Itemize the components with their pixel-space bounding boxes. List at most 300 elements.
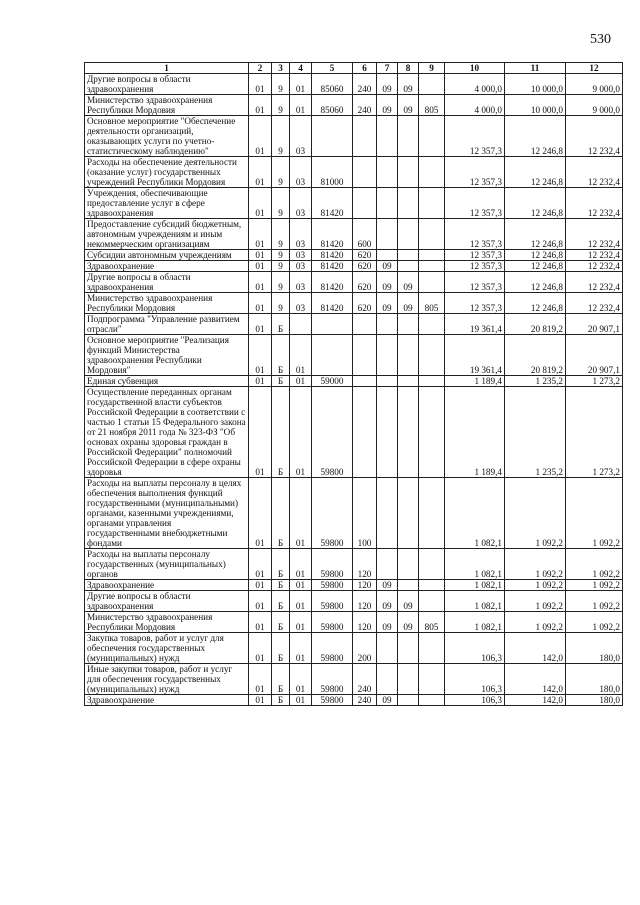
code-cell: 09 — [398, 612, 419, 633]
value-cell: 20 819,2 — [505, 314, 566, 335]
code-cell — [377, 376, 398, 387]
code-cell: 120 — [353, 612, 377, 633]
code-cell: 81420 — [312, 293, 353, 314]
code-cell: 9 — [272, 293, 290, 314]
table-row — [85, 219, 623, 250]
code-cell: Б — [272, 478, 290, 549]
value-cell: 4 000,0 — [445, 74, 505, 95]
code-cell: Б — [272, 633, 290, 664]
table-body — [85, 74, 623, 706]
table-row — [85, 387, 623, 478]
code-cell: 81000 — [312, 157, 353, 188]
code-cell: 01 — [249, 580, 272, 591]
code-cell: 01 — [290, 695, 312, 706]
header-cell: 3 — [272, 63, 290, 74]
table-row — [85, 549, 623, 580]
code-cell — [398, 335, 419, 376]
code-cell: 81420 — [312, 272, 353, 293]
code-cell — [353, 116, 377, 157]
code-cell: Б — [272, 580, 290, 591]
code-cell: 01 — [249, 314, 272, 335]
value-cell: 12 232,4 — [566, 250, 623, 261]
value-cell: 1 082,1 — [445, 591, 505, 612]
table-row — [85, 376, 623, 387]
code-cell: 59000 — [312, 376, 353, 387]
code-cell: 01 — [249, 387, 272, 478]
code-cell: 240 — [353, 95, 377, 116]
value-cell: 1 189,4 — [445, 387, 505, 478]
code-cell: 09 — [398, 293, 419, 314]
code-cell — [377, 549, 398, 580]
table-row — [85, 580, 623, 591]
code-cell: 09 — [377, 95, 398, 116]
code-cell — [353, 314, 377, 335]
code-cell — [398, 116, 419, 157]
code-cell — [419, 219, 445, 250]
code-cell — [377, 478, 398, 549]
code-cell — [398, 695, 419, 706]
row-name-cell: Другие вопросы в области здравоохранения — [85, 272, 249, 293]
code-cell: 600 — [353, 219, 377, 250]
code-cell: Б — [272, 335, 290, 376]
code-cell: 59800 — [312, 387, 353, 478]
value-cell: 20 907,1 — [566, 335, 623, 376]
code-cell: 9 — [272, 219, 290, 250]
value-cell: 12 357,3 — [445, 188, 505, 219]
table-row — [85, 95, 623, 116]
value-cell: 180,0 — [566, 633, 623, 664]
value-cell: 20 819,2 — [505, 335, 566, 376]
code-cell — [398, 549, 419, 580]
value-cell: 1 092,2 — [505, 580, 566, 591]
code-cell: 200 — [353, 633, 377, 664]
row-name-cell: Министерство здравоохранения Республики Мордовия — [85, 612, 249, 633]
table-row — [85, 591, 623, 612]
code-cell: 01 — [290, 478, 312, 549]
code-cell: 03 — [290, 157, 312, 188]
code-cell: 09 — [398, 272, 419, 293]
code-cell: 81420 — [312, 219, 353, 250]
row-name-cell: Подпрограмма "Управление развитием отрасли" — [85, 314, 249, 335]
table-row — [85, 116, 623, 157]
code-cell: Б — [272, 664, 290, 695]
code-cell — [419, 580, 445, 591]
value-cell: 106,3 — [445, 664, 505, 695]
code-cell — [312, 314, 353, 335]
table-row — [85, 261, 623, 272]
code-cell: 09 — [398, 95, 419, 116]
table-row — [85, 293, 623, 314]
code-cell: 9 — [272, 157, 290, 188]
page-number: 530 — [590, 32, 611, 47]
header-cell: 5 — [312, 63, 353, 74]
table-row — [85, 157, 623, 188]
code-cell: 9 — [272, 261, 290, 272]
table-row — [85, 335, 623, 376]
value-cell: 12 232,4 — [566, 219, 623, 250]
code-cell — [398, 580, 419, 591]
code-cell — [353, 387, 377, 478]
value-cell: 12 357,3 — [445, 116, 505, 157]
code-cell: 805 — [419, 612, 445, 633]
table-row — [85, 74, 623, 95]
row-name-cell: Здравоохранение — [85, 695, 249, 706]
code-cell: 01 — [249, 272, 272, 293]
value-cell: 1 092,2 — [566, 549, 623, 580]
header-cell: 11 — [505, 63, 566, 74]
code-cell — [398, 261, 419, 272]
code-cell: 03 — [290, 219, 312, 250]
code-cell — [419, 314, 445, 335]
code-cell — [398, 314, 419, 335]
code-cell: 01 — [249, 633, 272, 664]
code-cell — [419, 250, 445, 261]
value-cell: 12 246,8 — [505, 116, 566, 157]
code-cell: 01 — [249, 261, 272, 272]
code-cell: 120 — [353, 580, 377, 591]
code-cell: 01 — [249, 188, 272, 219]
code-cell: 01 — [290, 549, 312, 580]
table-row — [85, 633, 623, 664]
code-cell — [353, 335, 377, 376]
code-cell: 59800 — [312, 664, 353, 695]
code-cell: Б — [272, 549, 290, 580]
code-cell — [353, 188, 377, 219]
value-cell: 20 907,1 — [566, 314, 623, 335]
value-cell: 1 273,2 — [566, 387, 623, 478]
table-row — [85, 478, 623, 549]
code-cell: 01 — [249, 293, 272, 314]
row-name-cell: Закупка товаров, работ и услуг для обеспечения государственных (муниципальных) нужд — [85, 633, 249, 664]
code-cell: 01 — [290, 612, 312, 633]
value-cell: 1 092,2 — [505, 591, 566, 612]
code-cell: 9 — [272, 272, 290, 293]
header-cell: 10 — [445, 63, 505, 74]
value-cell: 180,0 — [566, 664, 623, 695]
code-cell: 805 — [419, 293, 445, 314]
code-cell — [377, 116, 398, 157]
code-cell: 9 — [272, 116, 290, 157]
table-row — [85, 188, 623, 219]
code-cell: Б — [272, 387, 290, 478]
code-cell: 03 — [290, 261, 312, 272]
value-cell: 1 092,2 — [566, 478, 623, 549]
code-cell — [377, 188, 398, 219]
row-name-cell: Министерство здравоохранения Республики Мордовия — [85, 293, 249, 314]
code-cell — [312, 116, 353, 157]
value-cell: 1 092,2 — [505, 478, 566, 549]
value-cell: 1 092,2 — [505, 612, 566, 633]
code-cell: 9 — [272, 250, 290, 261]
code-cell: 01 — [249, 95, 272, 116]
code-cell: 805 — [419, 95, 445, 116]
value-cell: 106,3 — [445, 633, 505, 664]
code-cell: 59800 — [312, 478, 353, 549]
value-cell: 10 000,0 — [505, 74, 566, 95]
table-row — [85, 250, 623, 261]
code-cell — [419, 478, 445, 549]
code-cell — [419, 116, 445, 157]
code-cell: 01 — [249, 219, 272, 250]
code-cell: 03 — [290, 272, 312, 293]
code-cell: 120 — [353, 549, 377, 580]
code-cell: 01 — [249, 376, 272, 387]
code-cell — [419, 387, 445, 478]
code-cell — [377, 387, 398, 478]
value-cell: 12 246,8 — [505, 261, 566, 272]
value-cell: 1 092,2 — [505, 549, 566, 580]
code-cell: 01 — [290, 74, 312, 95]
value-cell: 1 082,1 — [445, 612, 505, 633]
table-row — [85, 272, 623, 293]
value-cell: 1 082,1 — [445, 549, 505, 580]
table-row — [85, 612, 623, 633]
header-cell: 2 — [249, 63, 272, 74]
code-cell: 59800 — [312, 549, 353, 580]
code-cell — [377, 157, 398, 188]
header-cell: 12 — [566, 63, 623, 74]
row-name-cell: Единая субвенция — [85, 376, 249, 387]
code-cell: 01 — [290, 633, 312, 664]
table-row — [85, 695, 623, 706]
code-cell: 01 — [249, 478, 272, 549]
code-cell: 09 — [377, 695, 398, 706]
value-cell: 12 357,3 — [445, 219, 505, 250]
row-name-cell: Другие вопросы в области здравоохранения — [85, 74, 249, 95]
code-cell: 620 — [353, 261, 377, 272]
row-name-cell: Здравоохранение — [85, 580, 249, 591]
code-cell — [353, 157, 377, 188]
code-cell: 620 — [353, 272, 377, 293]
code-cell: 620 — [353, 250, 377, 261]
value-cell: 12 246,8 — [505, 188, 566, 219]
code-cell — [419, 549, 445, 580]
code-cell — [398, 387, 419, 478]
code-cell: 01 — [249, 695, 272, 706]
value-cell: 1 092,2 — [566, 612, 623, 633]
code-cell: 85060 — [312, 74, 353, 95]
code-cell: 01 — [249, 591, 272, 612]
value-cell: 1 082,1 — [445, 478, 505, 549]
code-cell — [353, 376, 377, 387]
value-cell: 4 000,0 — [445, 95, 505, 116]
value-cell: 12 246,8 — [505, 219, 566, 250]
code-cell — [419, 695, 445, 706]
code-cell: 03 — [290, 293, 312, 314]
code-cell: 01 — [249, 74, 272, 95]
code-cell — [419, 74, 445, 95]
code-cell — [398, 188, 419, 219]
code-cell: 9 — [272, 95, 290, 116]
code-cell: 59800 — [312, 695, 353, 706]
code-cell — [377, 250, 398, 261]
value-cell: 12 357,3 — [445, 157, 505, 188]
code-cell: 09 — [377, 591, 398, 612]
value-cell: 12 246,8 — [505, 293, 566, 314]
code-cell: 03 — [290, 250, 312, 261]
code-cell: 01 — [290, 664, 312, 695]
code-cell: 100 — [353, 478, 377, 549]
row-name-cell: Осуществление переданных органам государственной власти субъектов Российской Федерации в соответствии с частью 1 статьи 15 Федерального закона от 21 ноября 2011 года № 323-ФЗ "Об основах охраны здоровья граждан в Российской Федерации" полномочий Российской Федерации в сфере охраны здоровья — [85, 387, 249, 478]
code-cell: 01 — [249, 549, 272, 580]
code-cell — [419, 591, 445, 612]
row-name-cell: Субсидии автономным учреждениям — [85, 250, 249, 261]
value-cell: 1 235,2 — [505, 376, 566, 387]
code-cell — [377, 219, 398, 250]
value-cell: 12 232,4 — [566, 157, 623, 188]
code-cell: 01 — [249, 664, 272, 695]
value-cell: 12 246,8 — [505, 272, 566, 293]
code-cell: 240 — [353, 695, 377, 706]
code-cell: 01 — [290, 335, 312, 376]
code-cell — [377, 664, 398, 695]
code-cell: 9 — [272, 188, 290, 219]
code-cell — [377, 335, 398, 376]
code-cell: 01 — [249, 250, 272, 261]
code-cell: 59800 — [312, 580, 353, 591]
row-name-cell: Расходы на обеспечение деятельности (оказание услуг) государственных учреждений Республики Мордовия — [85, 157, 249, 188]
value-cell: 142,0 — [505, 633, 566, 664]
code-cell — [377, 633, 398, 664]
code-cell — [419, 188, 445, 219]
value-cell: 19 361,4 — [445, 314, 505, 335]
value-cell: 9 000,0 — [566, 95, 623, 116]
code-cell — [419, 664, 445, 695]
code-cell — [419, 157, 445, 188]
code-cell: 09 — [377, 293, 398, 314]
code-cell: 01 — [249, 157, 272, 188]
code-cell: Б — [272, 612, 290, 633]
code-cell: 09 — [377, 580, 398, 591]
budget-table-wrapper — [84, 62, 622, 706]
value-cell: 12 357,3 — [445, 261, 505, 272]
code-cell — [290, 314, 312, 335]
code-cell — [312, 335, 353, 376]
value-cell: 106,3 — [445, 695, 505, 706]
code-cell: 09 — [377, 74, 398, 95]
code-cell: 09 — [398, 74, 419, 95]
row-name-cell: Основное мероприятие "Реализация функций Министерства здравоохранения Республики Мордовия" — [85, 335, 249, 376]
code-cell: 01 — [290, 376, 312, 387]
code-cell: 01 — [290, 387, 312, 478]
value-cell: 12 232,4 — [566, 272, 623, 293]
code-cell: 01 — [249, 612, 272, 633]
code-cell — [419, 633, 445, 664]
code-cell: 59800 — [312, 633, 353, 664]
value-cell: 12 232,4 — [566, 188, 623, 219]
row-name-cell: Другие вопросы в области здравоохранения — [85, 591, 249, 612]
value-cell: 1 092,2 — [566, 591, 623, 612]
value-cell: 19 361,4 — [445, 335, 505, 376]
value-cell: 12 232,4 — [566, 261, 623, 272]
code-cell — [398, 478, 419, 549]
code-cell: 09 — [377, 261, 398, 272]
code-cell: 03 — [290, 116, 312, 157]
code-cell: 01 — [249, 335, 272, 376]
code-cell: 620 — [353, 293, 377, 314]
code-cell: 09 — [377, 612, 398, 633]
code-cell: 09 — [398, 591, 419, 612]
code-cell — [419, 376, 445, 387]
row-name-cell: Расходы на выплаты персоналу государственных (муниципальных) органов — [85, 549, 249, 580]
code-cell: 59800 — [312, 591, 353, 612]
row-name-cell: Расходы на выплаты персоналу в целях обеспечения выполнения функций государственными (муниципальными) органами, казенными учреждениями, органами управления государственными внебюджетными фондами — [85, 478, 249, 549]
value-cell: 12 357,3 — [445, 272, 505, 293]
code-cell — [398, 157, 419, 188]
code-cell — [398, 250, 419, 261]
value-cell: 12 232,4 — [566, 116, 623, 157]
header-cell: 8 — [398, 63, 419, 74]
row-name-cell: Учреждения, обеспечивающие предоставление услуг в сфере здравоохранения — [85, 188, 249, 219]
value-cell: 12 357,3 — [445, 250, 505, 261]
code-cell — [377, 314, 398, 335]
budget-table — [84, 62, 623, 706]
code-cell — [398, 633, 419, 664]
row-name-cell: Иные закупки товаров, работ и услуг для обеспечения государственных (муниципальных) нужд — [85, 664, 249, 695]
code-cell: 01 — [290, 580, 312, 591]
code-cell — [398, 376, 419, 387]
code-cell: 01 — [249, 116, 272, 157]
code-cell: 240 — [353, 664, 377, 695]
table-row — [85, 664, 623, 695]
row-name-cell: Здравоохранение — [85, 261, 249, 272]
value-cell: 1 235,2 — [505, 387, 566, 478]
row-name-cell: Предоставление субсидий бюджетным, автономным учреждениям и иным некоммерческим организациям — [85, 219, 249, 250]
code-cell: 81420 — [312, 188, 353, 219]
value-cell: 180,0 — [566, 695, 623, 706]
row-name-cell: Министерство здравоохранения Республики Мордовия — [85, 95, 249, 116]
code-cell — [398, 219, 419, 250]
header-cell: 9 — [419, 63, 445, 74]
value-cell: 142,0 — [505, 695, 566, 706]
code-cell — [419, 272, 445, 293]
code-cell: 01 — [290, 95, 312, 116]
value-cell: 10 000,0 — [505, 95, 566, 116]
value-cell: 12 357,3 — [445, 293, 505, 314]
code-cell: 59800 — [312, 612, 353, 633]
code-cell: 09 — [377, 272, 398, 293]
header-row — [85, 63, 623, 74]
table-row — [85, 314, 623, 335]
code-cell: 03 — [290, 188, 312, 219]
code-cell: 120 — [353, 591, 377, 612]
code-cell — [419, 261, 445, 272]
header-cell: 4 — [290, 63, 312, 74]
value-cell: 142,0 — [505, 664, 566, 695]
code-cell: 9 — [272, 74, 290, 95]
code-cell — [419, 335, 445, 376]
code-cell: Б — [272, 591, 290, 612]
code-cell: 81420 — [312, 250, 353, 261]
value-cell: 12 246,8 — [505, 157, 566, 188]
code-cell: Б — [272, 695, 290, 706]
code-cell: Б — [272, 314, 290, 335]
header-cell: 7 — [377, 63, 398, 74]
value-cell: 1 273,2 — [566, 376, 623, 387]
code-cell — [398, 664, 419, 695]
value-cell: 12 246,8 — [505, 250, 566, 261]
code-cell: 240 — [353, 74, 377, 95]
code-cell: Б — [272, 376, 290, 387]
value-cell: 1 082,1 — [445, 580, 505, 591]
value-cell: 12 232,4 — [566, 293, 623, 314]
header-cell: 1 — [85, 63, 249, 74]
code-cell: 85060 — [312, 95, 353, 116]
code-cell: 81420 — [312, 261, 353, 272]
value-cell: 9 000,0 — [566, 74, 623, 95]
header-cell: 6 — [353, 63, 377, 74]
value-cell: 1 189,4 — [445, 376, 505, 387]
